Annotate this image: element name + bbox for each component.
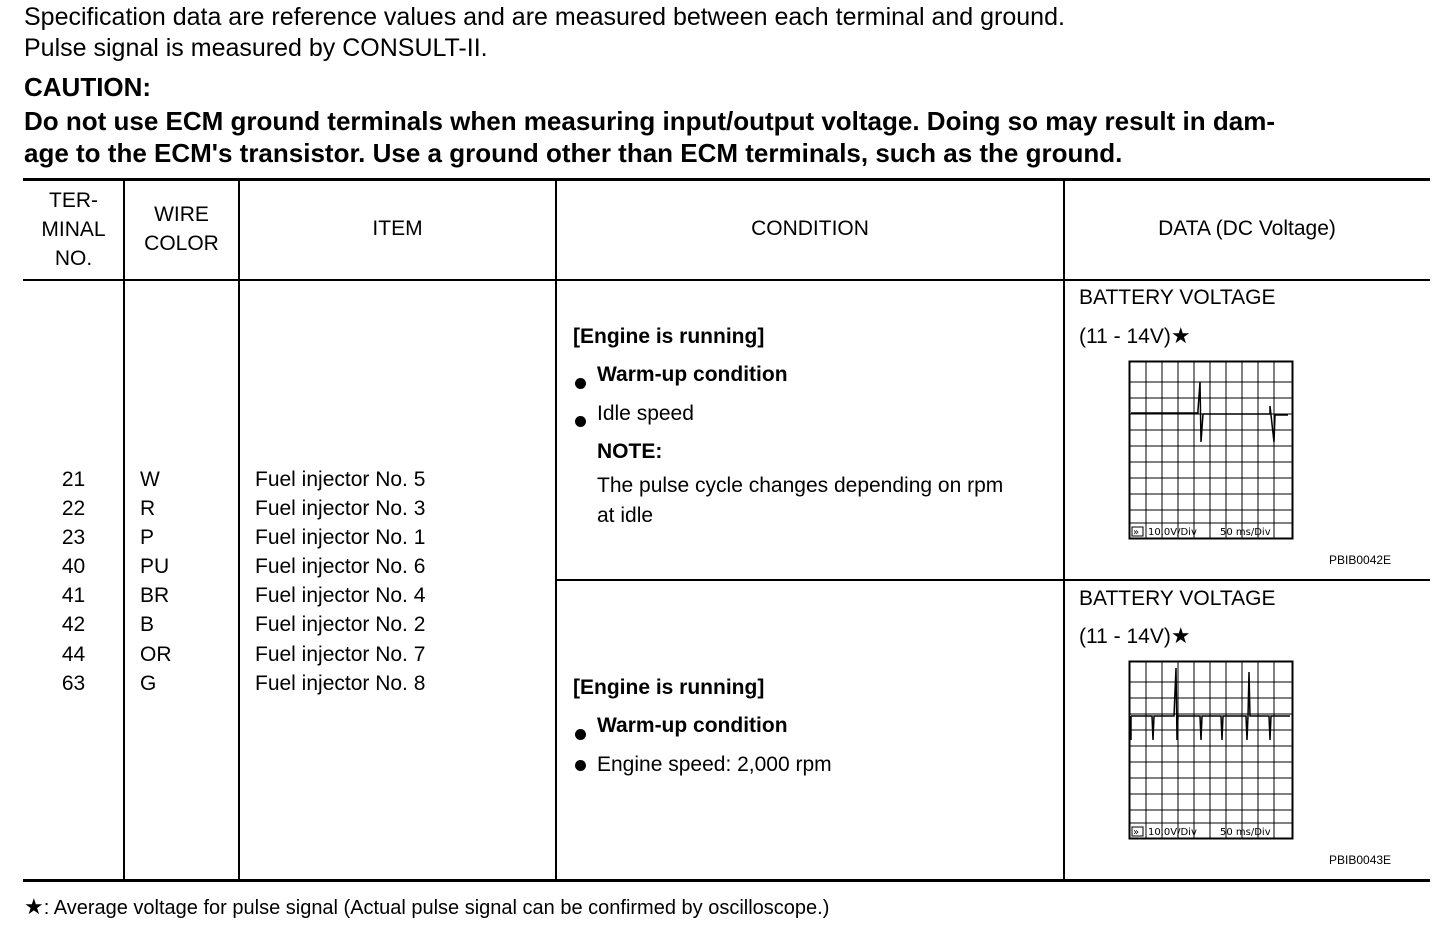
header-wire-color: WIRE COLOR bbox=[144, 203, 219, 255]
scope-grid bbox=[1130, 362, 1294, 539]
intro-line-1: Specification data are reference values and are measured between each terminal and ground. bbox=[24, 3, 1065, 31]
condition-divider bbox=[556, 579, 1430, 581]
spec-table bbox=[23, 178, 1430, 883]
condition-1-bullet-1: Warm-up condition bbox=[573, 363, 1003, 402]
col-divider-2 bbox=[238, 178, 240, 881]
star-icon: ★ bbox=[24, 894, 44, 919]
footnote-text: : Average voltage for pulse signal (Actual pulse signal can be confirmed by oscilloscope.) bbox=[43, 897, 830, 919]
data-2-label: BATTERY VOLTAGE bbox=[1079, 587, 1276, 610]
condition-1-bullet-2: Idle speed bbox=[573, 402, 1003, 440]
data-1 bbox=[1079, 286, 1275, 349]
note-heading: NOTE: bbox=[597, 440, 663, 463]
list-item: B bbox=[140, 613, 155, 637]
list-item: 42 bbox=[61, 613, 86, 637]
condition-1-state: [Engine is running] bbox=[573, 325, 765, 348]
data-1-value-line bbox=[1079, 323, 1275, 349]
condition-2-bullet-1: Warm-up condition bbox=[573, 714, 832, 753]
star-icon: ★ bbox=[1170, 623, 1191, 648]
list-item: Fuel injector No. 4 bbox=[255, 584, 426, 608]
list-item: BR bbox=[140, 584, 170, 608]
list-item: Fuel injector No. 7 bbox=[255, 642, 426, 666]
note-line-2: at idle bbox=[597, 504, 654, 527]
oscilloscope-waveform-idle bbox=[1128, 360, 1296, 542]
list-item: 22 bbox=[61, 497, 86, 521]
list-item: Fuel injector No. 5 bbox=[255, 468, 426, 491]
condition-2-state: [Engine is running] bbox=[573, 676, 765, 699]
condition-2 bbox=[573, 676, 832, 777]
item-list bbox=[255, 465, 425, 698]
caution-line-1: Do not use ECM ground terminals when measuring input/output voltage. Doing so may result in dam- bbox=[24, 106, 1275, 136]
scope-marker: » bbox=[1133, 527, 1140, 538]
list-item: Fuel injector No. 1 bbox=[255, 526, 426, 550]
col-divider-3 bbox=[555, 178, 557, 881]
list-item: R bbox=[140, 497, 156, 521]
star-icon: ★ bbox=[1170, 323, 1191, 348]
caution-heading: CAUTION: bbox=[24, 72, 152, 102]
scope-grid bbox=[1130, 662, 1294, 839]
data-2-value: (11 - 14V) bbox=[1079, 625, 1171, 648]
terminal-number-list bbox=[23, 465, 124, 698]
list-item: 44 bbox=[61, 642, 86, 666]
table-top-rule bbox=[23, 178, 1430, 181]
list-item: Fuel injector No. 6 bbox=[255, 555, 426, 579]
list-item: P bbox=[140, 526, 155, 550]
data-1-label: BATTERY VOLTAGE bbox=[1079, 286, 1276, 309]
data-1-value: (11 - 14V) bbox=[1079, 325, 1171, 348]
list-item: W bbox=[140, 468, 160, 491]
scope-volt-div: 10.0V/Div bbox=[1148, 527, 1197, 538]
list-item: Fuel injector No. 2 bbox=[255, 613, 426, 637]
condition-2-bullet-2: Engine speed: 2,000 rpm bbox=[573, 753, 832, 777]
caution-text bbox=[24, 105, 1434, 169]
header-terminal-no: TER- MINAL NO. bbox=[41, 189, 106, 270]
header-condition: CONDITION bbox=[751, 217, 869, 240]
scope-time-div: 50 ms/Div bbox=[1220, 827, 1271, 838]
note-line-1: The pulse cycle changes depending on rpm bbox=[597, 474, 1004, 497]
list-item: Fuel injector No. 3 bbox=[255, 497, 426, 521]
list-item: G bbox=[140, 671, 157, 695]
data-2 bbox=[1079, 587, 1275, 649]
data-2-value-line bbox=[1079, 623, 1275, 649]
list-item: OR bbox=[140, 642, 172, 666]
footnote bbox=[24, 894, 829, 920]
list-item: 40 bbox=[61, 555, 86, 579]
list-item: 23 bbox=[61, 526, 86, 550]
intro-line-2: Pulse signal is measured by CONSULT-II. bbox=[24, 34, 488, 62]
condition-1 bbox=[573, 325, 1003, 531]
header-data: DATA (DC Voltage) bbox=[1158, 217, 1336, 240]
list-item: 63 bbox=[61, 671, 86, 695]
scope-marker: » bbox=[1133, 827, 1140, 838]
scope-time-div: 50 ms/Div bbox=[1220, 527, 1271, 538]
list-item: Fuel injector No. 8 bbox=[255, 671, 426, 695]
image-code-1: PBIB0042E bbox=[1329, 553, 1392, 567]
intro-text bbox=[24, 2, 1065, 64]
list-item: PU bbox=[140, 555, 170, 579]
header-bottom-rule bbox=[23, 279, 1430, 281]
oscilloscope-waveform-2000rpm bbox=[1128, 660, 1296, 842]
col-divider-4 bbox=[1063, 178, 1065, 881]
caution-line-2: age to the ECM's transistor. Use a ground other than ECM terminals, such as the ground. bbox=[24, 138, 1123, 168]
table-bottom-rule bbox=[23, 879, 1430, 882]
wire-color-list bbox=[140, 465, 172, 698]
list-item: 41 bbox=[61, 584, 86, 608]
image-code-2: PBIB0043E bbox=[1329, 853, 1392, 867]
list-item: 21 bbox=[61, 468, 86, 491]
scope-volt-div: 10.0V/Div bbox=[1148, 827, 1197, 838]
header-item: ITEM bbox=[372, 217, 423, 240]
